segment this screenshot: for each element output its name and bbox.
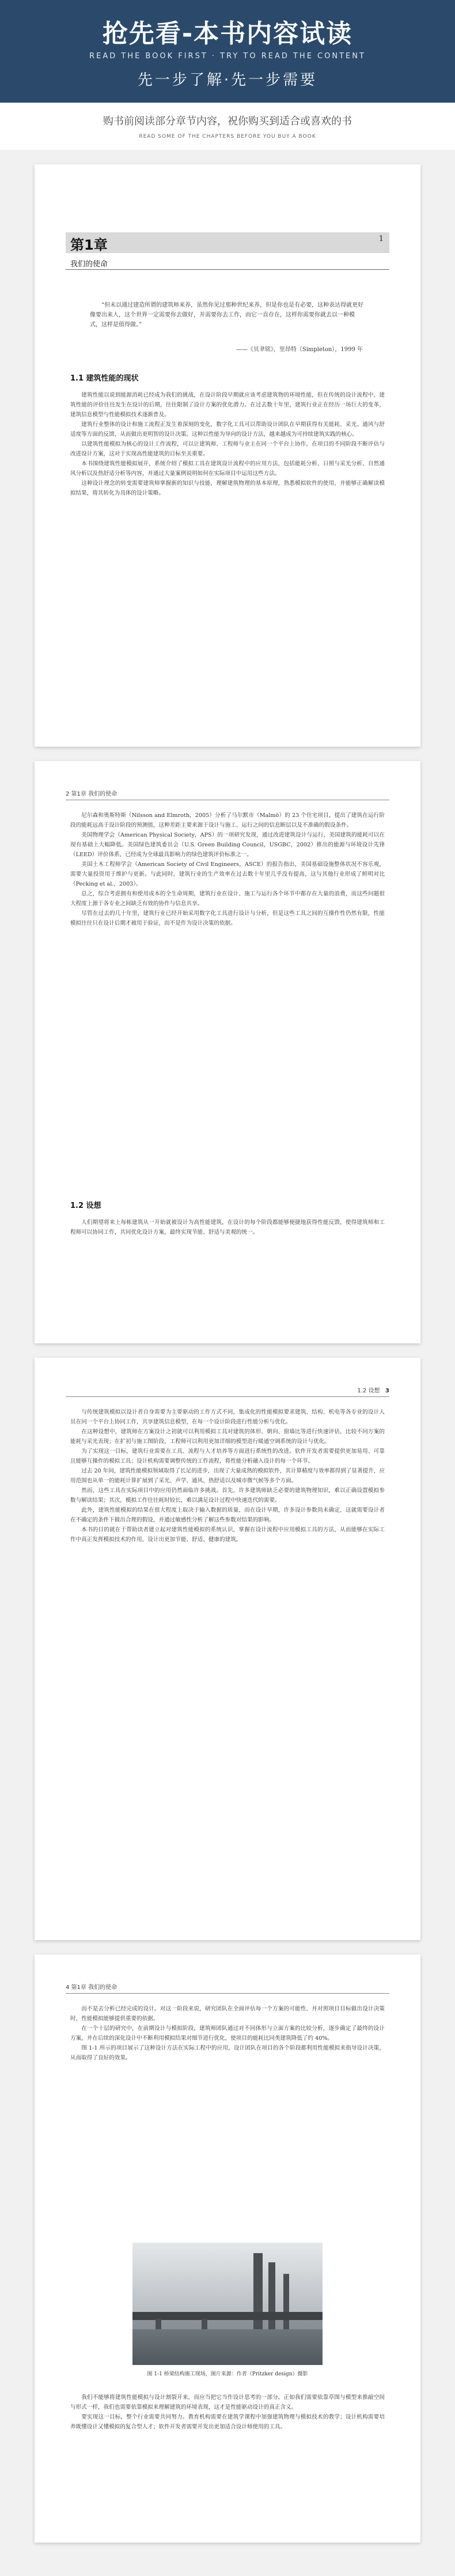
intro-cn: 购书前阅读部分章节内容，祝你购买到适合或喜欢的书 bbox=[103, 115, 352, 127]
banner-subtitle-en: READ THE BOOK FIRST · TRY TO READ THE CONTENT bbox=[89, 52, 366, 61]
page-3-body bbox=[70, 1407, 385, 1545]
paragraph: 为了实现这一目标，建筑行业需要在工具、流程与人才培养等方面进行系统性的改进。软件开发者需要提供更加易用、可靠且能够互操作的模拟工具；设计机构需要调整传统的工作流程，将性能分析融入设计的每一个环节。 bbox=[70, 1448, 385, 1464]
page-2-body bbox=[70, 811, 385, 928]
paragraph: 这种设计理念的转变需要建筑师掌握新的知识与技能，理解建筑物理的基本原理，熟悉模拟软件的使用，并能够正确解读模拟结果，将其转化为具体的设计策略。 bbox=[70, 480, 385, 496]
running-header bbox=[66, 1385, 389, 1397]
paragraph: 图 1-1 所示的项目展示了这种设计方法在实际工程中的应用，设计团队在项目的各个阶段都利用性能模拟来指导设计决策，从而取得了良好的效果。 bbox=[70, 2045, 385, 2061]
paragraph: 美国土木工程师学会（American Society of Civil Engineers，ASCE）的报告指出，美国基础设施整体状况不容乐观，需要大量投资用于维护与更新。与此同时，建筑行业的生产效率在过去数十年里几乎没有提高，这与其他行业形成了鲜明对比（Pecking et al.，2003）。 bbox=[70, 861, 385, 887]
intro-en: READ SOME OF THE CHAPTERS BEFORE YOU BUY A BOOK bbox=[139, 134, 316, 140]
paragraph: 要实现这一目标，整个行业需要共同努力。教育机构需要在建筑学课程中加强建筑物理与模拟技术的教学；设计机构需要培养既懂设计又懂模拟的复合型人才；软件开发者需要开发出更加适合设计师使用的工具。 bbox=[70, 2414, 385, 2430]
paragraph: 与传统建筑模拟以设计者自身需要为主要驱动的工作方式不同，集成化的性能模拟要求建筑、结构、机电等各专业的设计人员在同一个平台上协同工作，共享建筑信息模型，在每一个设计阶段进行性能分析与优化。 bbox=[70, 1409, 385, 1425]
chapter-number: 1 bbox=[378, 235, 384, 243]
running-header-left: 4 第1章 我们的使命 bbox=[66, 1984, 117, 1991]
running-header-right bbox=[357, 1385, 389, 1394]
section-heading: 1.2 设想 bbox=[70, 1202, 101, 1210]
page-number: 3 bbox=[385, 1388, 389, 1394]
paragraph: 人们期望将来上每栋建筑从一开始就被设计为高性能建筑，在设计的每个阶段都能够便捷地获得性能反馈，使得建筑师和工程师可以协同工作，共同优化设计方案，最终实现节能、舒适与美观的统一。 bbox=[70, 1219, 385, 1236]
paragraph: 过去 20 年间，建筑性能模拟领域取得了长足的进步，出现了大量成熟的模拟软件，其计算精度与效率都得到了显著提升，应用范围也从单一的能耗计算扩展到了采光、声学、通风、热舒适以及城市微气候等多个方面。 bbox=[70, 1468, 385, 1484]
book-page-3[interactable] bbox=[35, 1358, 420, 1940]
book-page-4[interactable] bbox=[35, 1954, 420, 2543]
paragraph: 尽管在过去的几十年里，建筑行业已经开始采用数字化工具进行设计与分析，但是这些工具之间的互操作性仍然有限，性能模拟往往只在设计后期才被用于验证，而不是作为设计决策的依据。 bbox=[70, 910, 385, 927]
paragraph: 我们不能够将建筑性能模拟与设计割裂开来，而应当把它当作设计思考的一部分。正如我们需要依靠草图与模型来推敲空间与形式一样，我们也需要依靠模拟来理解建筑的环境表现，这才是性能驱动设计的真正含义。 bbox=[70, 2394, 385, 2411]
section-heading: 1.1 建筑性能的现状 bbox=[70, 374, 139, 383]
figure-sky bbox=[132, 2243, 323, 2312]
paragraph: 建筑行业整体的设计和施工流程正发生着深刻的变化，数字化工具可以帮助设计团队在早期获得有关能耗、采光、通风与舒适度等方面的反馈，从而做出更明智的设计决策。这种以性能为导向的设计方法，越来越成为可持续建筑实践的核心。 bbox=[70, 421, 385, 438]
chapter-divider bbox=[66, 269, 389, 270]
paragraph: 尼尔森和奥斯特斯（Nilsson and Elmroth，2005）分析了马尔默市（Malmö）的 23 个住宅项目，提出了建筑在运行阶段的能耗远高于设计阶段的预测值，这种差距主要来源于设计与施工、运行之间的信息断层以及不准确的假设条件。 bbox=[70, 812, 385, 828]
running-header bbox=[66, 789, 389, 800]
running-section: 1.2 设想 bbox=[357, 1388, 380, 1394]
figure-tower bbox=[268, 2262, 275, 2340]
page-4-body-b bbox=[70, 2393, 385, 2432]
chapter-title: 第1章 bbox=[70, 237, 108, 253]
book-page-1[interactable] bbox=[35, 164, 420, 747]
paragraph: 本书围绕建筑性能模拟展开，系统介绍了模拟工具在建筑设计流程中的应用方法，包括能耗分析、日照与采光分析、自然通风分析以及热舒适分析等内容，并通过大量案例说明如何在实际项目中运用这些方法。 bbox=[70, 461, 385, 477]
chapter-bar bbox=[66, 232, 389, 253]
figure-water bbox=[132, 2329, 323, 2365]
book-page-2[interactable] bbox=[35, 761, 420, 1343]
quote-source: ——《贝聿铭》，里昂特（Simpleton），1999 年 bbox=[236, 347, 363, 353]
paragraph: 美国物理学会（American Physical Society，APS）的一项研究发现，通过改进建筑设计与运行，美国建筑的能耗可以在现有基础上大幅降低。美国绿色建筑委员会（U.S. Green Building Council，USGBC，2002）推出的能源与环境设计先锋（LEED）评价体系，已经成为全球最具影响力的绿色建筑评价标准之一。 bbox=[70, 832, 385, 858]
paragraph: 本书的目的就在于帮助读者建立起对建筑性能模拟的系统认识，掌握在设计流程中应用模拟工具的方法，从而能够在实际工作中真正发挥模拟技术的作用，设计出更加节能、舒适、健康的建筑。 bbox=[70, 1527, 385, 1543]
page-2-body-b bbox=[70, 1218, 385, 1237]
page-4-body bbox=[70, 2004, 385, 2063]
paragraph: 此外，建筑性能模拟的结果在很大程度上取决于输入数据的质量，而在设计早期，许多设计参数尚未确定，这就需要设计者在不确定的条件下做出合理的假设，并通过敏感性分析了解这些参数对结果的影响。 bbox=[70, 1507, 385, 1523]
chapter-subtitle: 我们的使命 bbox=[70, 260, 108, 269]
intro bbox=[0, 113, 455, 140]
banner-slogan: 先一步了解·先一步需要 bbox=[137, 71, 318, 89]
figure-bridge-construction-photo bbox=[132, 2243, 323, 2365]
paragraph: 以建筑性能模拟为核心的设计工作流程，可以让建筑师、工程师与业主在同一个平台上协作，在项目的不同阶段不断评估与改进设计方案，这对于实现高性能建筑的目标至关重要。 bbox=[70, 441, 385, 457]
banner-title: 抢先看-本书内容试读 bbox=[102, 19, 353, 48]
paragraph: 总之，综合考虑拥有和使用成本的全生命周期，建筑行业在设计、施工与运行各个环节中都存在大量的浪费，而这些问题很大程度上源于各专业之间缺乏有效的协作与信息共享。 bbox=[70, 891, 385, 907]
preview-banner bbox=[0, 0, 455, 103]
paragraph: 在一个十层的研究中，在前期设计与模拟阶段，建筑师团队通过对不同体形与立面方案的比较分析，逐步确定了最终的设计方案，并在后续的深化设计中不断利用模拟结果对细节进行优化，使项目的能耗比同类建筑降低了约 40%。 bbox=[70, 2025, 385, 2042]
running-header-left: 2 第1章 我们的使命 bbox=[66, 791, 117, 797]
chapter-quote: “但未以通过建造所谓的建筑师来养，虽然你见过那种世纪来养，但是你也是有必要，这种表达得就更好像要出来人，这个世界一定需要你去做好，并需要你去工作，而它一直存在，这样你需要你就去以一种模式，这样是值得做。” bbox=[90, 302, 364, 328]
paragraph: 在这种设想中，建筑师在方案设计之初就可以利用模拟工具对建筑的体形、朝向、窗墙比等进行快速评估，比较不同方案的能耗与采光表现；在扩初与施工图阶段，工程师可以利用更加详细的模型进行暖通空调系统的设计与优化。 bbox=[70, 1429, 385, 1445]
paragraph: 然而，这些工具在实际项目中的应用仍然面临许多挑战。首先，许多建筑师缺乏必要的建筑物理知识，难以正确设置模拟参数与解读结果；其次，模拟工作往往耗时较长，难以满足设计过程中快速迭代的需要。 bbox=[70, 1487, 385, 1504]
running-header bbox=[66, 1982, 389, 1994]
figure-tower bbox=[253, 2253, 263, 2340]
page-1-body bbox=[70, 390, 385, 498]
figure-caption: 图 1-1 桥梁结构施工现场，图片来源：作者（Pritzker design）摄影 bbox=[147, 2371, 308, 2377]
paragraph: 而不是去分析已经完成的设计。对这一阶段来说，研究团队在全面评估每一个方案的可能性、并对照项目目标做出设计决策时，性能模拟能够提供重要的依据。 bbox=[70, 2006, 385, 2022]
paragraph: 建筑性能以说到能源消耗已经成为我们的挑战，在设计阶段早期就应该考虑建筑物的环境性能，但在传统的设计流程中，建筑性能的评价往往发生在设计的后期，往往限制了设计方案的优化潜力。在过去数十年里，建筑行业正在经历一场巨大的变革，建筑信息模型与性能模拟技术逐渐普及。 bbox=[70, 392, 385, 418]
